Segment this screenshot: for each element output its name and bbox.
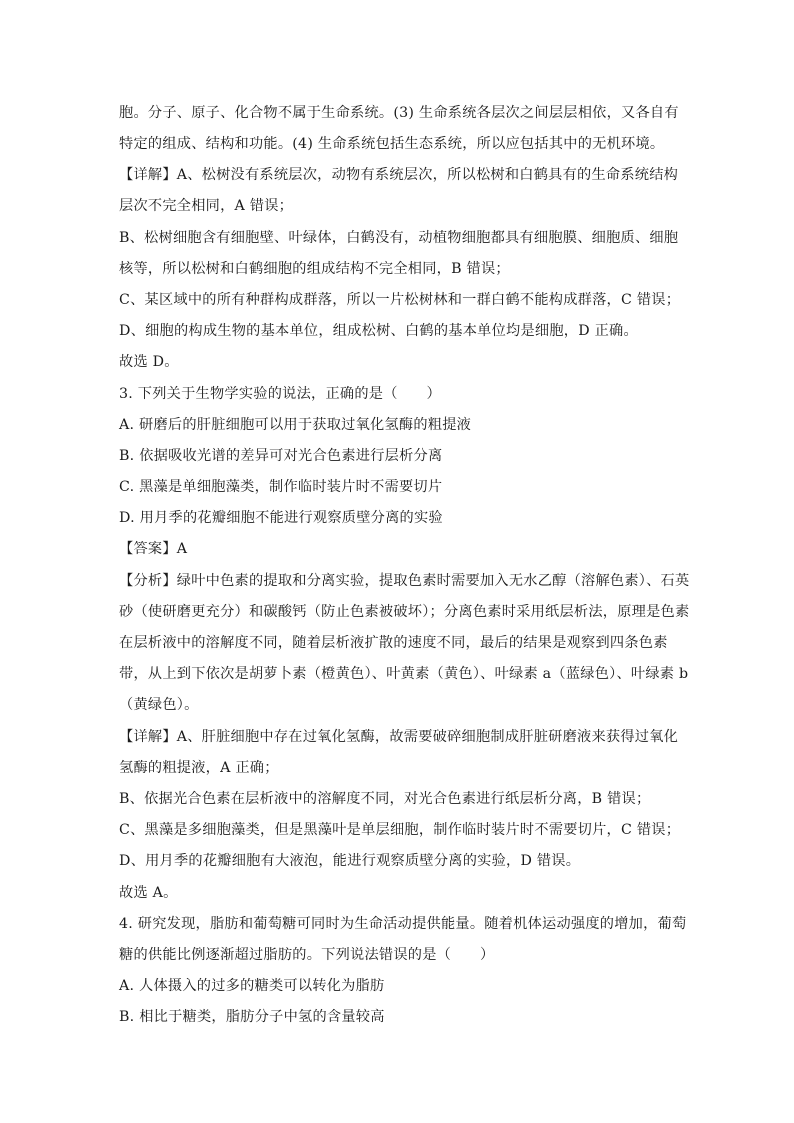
question-3-option-c: C. 黑藻是单细胞藻类，制作临时装片时不需要切片 — [119, 479, 443, 495]
text-line: B、松树细胞含有细胞壁、叶绿体，白鹤没有，动植物细胞都具有细胞膜、细胞质、细胞 — [119, 230, 679, 246]
text-line: 层次不完全相同，A 错误； — [119, 198, 294, 214]
text-line: 带，从上到下依次是胡萝卜素（橙黄色）、叶黄素（黄色）、叶绿素 a（蓝绿色）、叶绿素 b — [119, 666, 689, 682]
question-4-stem-cont: 糖的供能比例逐渐超过脂肪的。下列说法错误的是（ ） — [119, 947, 495, 963]
text-line: C、某区域中的所有种群构成群落，所以一片松树林和一群白鹤不能构成群落，C 错误； — [119, 292, 681, 308]
conclusion-line: 故选 D。 — [119, 354, 179, 370]
text-line: 特定的组成、结构和功能。(4) 生命系统包括生态系统，所以应包括其中的无机环境。 — [119, 136, 665, 152]
text-line: D、用月季的花瓣细胞有大液泡，能进行观察质壁分离的实验，D 错误。 — [119, 853, 581, 869]
text-line: 砂（使研磨更充分）和碳酸钙（防止色素被破坏）；分离色素时采用纸层析法，原理是色素 — [119, 604, 690, 620]
question-3-answer: 【答案】A — [119, 541, 188, 557]
detail-heading-line: 【详解】A、肝脏细胞中存在过氧化氢酶，故需要破碎细胞制成肝脏研磨液来获得过氧化 — [119, 729, 679, 745]
conclusion-line: 故选 A。 — [119, 885, 178, 901]
text-line: D、细胞的构成生物的基本单位，组成松树、白鹤的基本单位均是细胞，D 正确。 — [119, 323, 638, 339]
text-line: B、依据光合色素在层析液中的溶解度不同，对光合色素进行纸层析分离，B 错误； — [119, 791, 651, 807]
question-3-option-b: B. 依据吸收光谱的差异可对光合色素进行层析分离 — [119, 448, 443, 464]
text-line: C、黑藻是多细胞藻类，但是黑藻叶是单层细胞，制作临时装片时不需要切片，C 错误； — [119, 822, 681, 838]
text-line: 核等，所以松树和白鹤细胞的组成结构不完全相同，B 错误； — [119, 261, 510, 277]
text-line: 氢酶的粗提液，A 正确； — [119, 760, 279, 776]
question-4-option-a: A. 人体摄入的过多的糖类可以转化为脂肪 — [119, 978, 385, 994]
question-3-option-d: D. 用月季的花瓣细胞不能进行观察质壁分离的实验 — [119, 510, 443, 526]
question-4-option-b: B. 相比于糖类，脂肪分子中氢的含量较高 — [119, 1009, 385, 1025]
text-line: 在层析液中的溶解度不同，随着层析液扩散的速度不同，最后的结果是观察到四条色素 — [119, 635, 668, 651]
question-4-stem: 4. 研究发现，脂肪和葡萄糖可同时为生命活动提供能量。随着机体运动强度的增加，葡萄 — [119, 916, 687, 932]
analysis-line: 【分析】绿叶中色素的提取和分离实验，提取色素时需要加入无水乙醇（溶解色素）、石英 — [119, 573, 690, 589]
question-3-option-a: A. 研磨后的肝脏细胞可以用于获取过氧化氢酶的粗提液 — [119, 417, 472, 433]
detail-heading-line: 【详解】A、松树没有系统层次，动物有系统层次，所以松树和白鹤具有的生命系统结构 — [119, 167, 679, 183]
text-line: （黄绿色）。 — [119, 697, 199, 713]
question-3-stem: 3. 下列关于生物学实验的说法，正确的是（ ） — [119, 386, 441, 402]
text-line: 胞。分子、原子、化合物不属于生命系统。(3) 生命系统各层次之间层层相依，又各自有 — [119, 105, 679, 121]
